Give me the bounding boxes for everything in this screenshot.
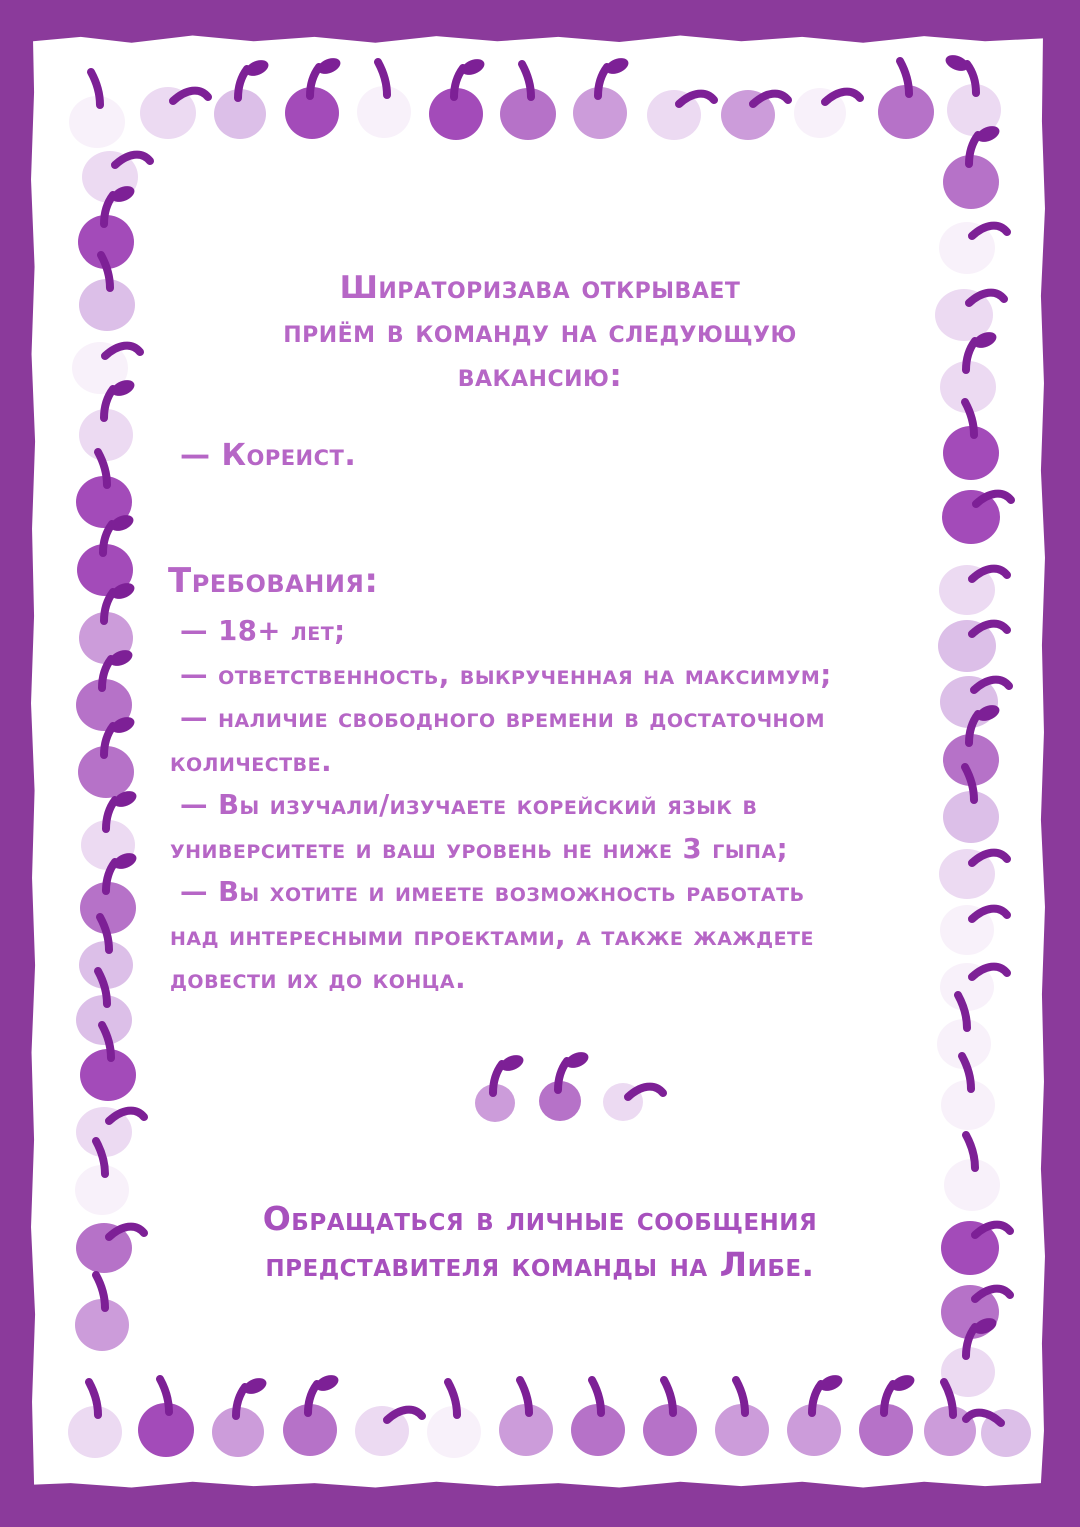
requirement-line: — Вы хотите и имеете возможность работать bbox=[180, 876, 805, 908]
title-line: Шираторизава открывает bbox=[339, 270, 741, 306]
vacancy-line: — Кореист. bbox=[180, 438, 357, 473]
requirement-line: над интересными проектами, а также жаждете bbox=[170, 919, 814, 952]
requirement-line: — 18+ лет; bbox=[180, 615, 346, 647]
requirement-line: — Вы изучали/изучаете корейский язык в bbox=[180, 789, 758, 821]
requirement-line: количестве. bbox=[170, 745, 333, 778]
requirements-heading: Требования: bbox=[168, 561, 379, 601]
contact-line: представителя команды на Либе. bbox=[265, 1245, 815, 1284]
requirement-line: довести их до конца. bbox=[170, 963, 467, 995]
title-line: вакансию: bbox=[457, 358, 623, 394]
requirement-line: — ответственность, выкрученная на максимум; bbox=[180, 658, 832, 691]
poster-title bbox=[0, 266, 1080, 398]
requirements-list bbox=[170, 610, 950, 1002]
title-line: приём в команду на следующую bbox=[283, 314, 797, 350]
contact-line: Обращаться в личные сообщения bbox=[262, 1199, 818, 1238]
requirement-line: — наличие свободного времени в достаточном bbox=[180, 702, 826, 734]
requirement-line: университете и ваш уровень не ниже 3 гыпа; bbox=[170, 832, 789, 865]
contact-note bbox=[0, 1196, 1080, 1288]
